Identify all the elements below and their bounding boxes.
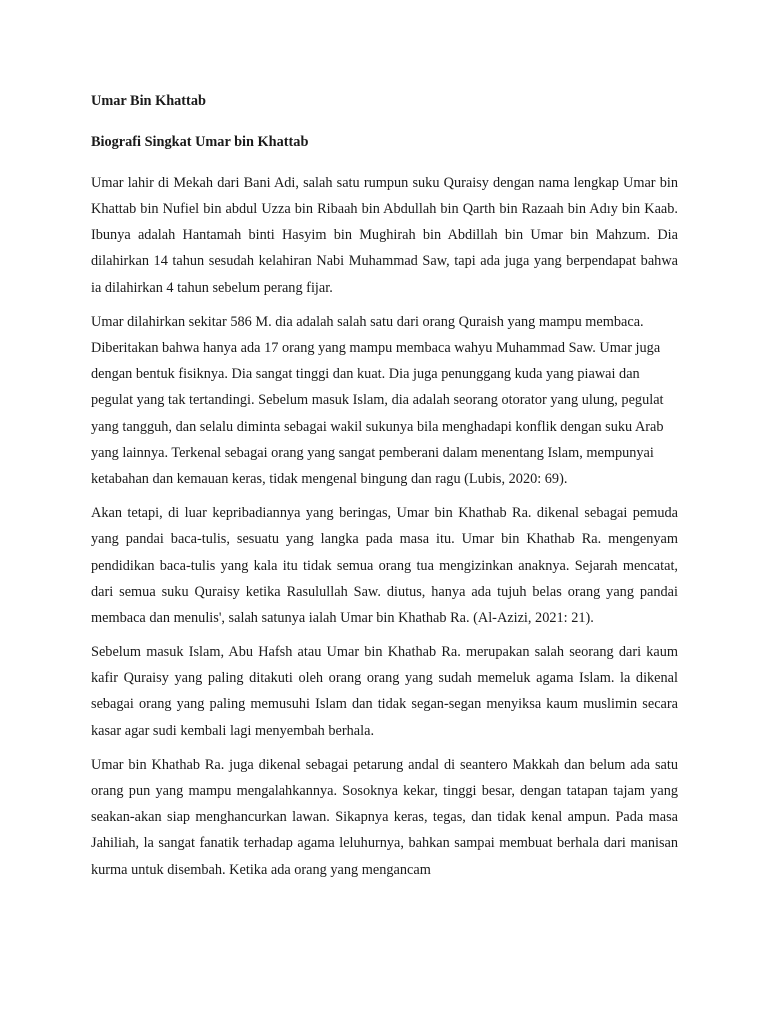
- document-subtitle: Biografi Singkat Umar bin Khattab: [91, 134, 309, 151]
- document-page: [91, 88, 678, 891]
- paragraph: Umar lahir di Mekah dari Bani Adi, salah satu rumpun suku Quraisy dengan nama lengkap Umar bin Khattab bin Nufiel bin abdul Uzza bin Ribaah bin Abdullah bin Qarth bin Razaah bin Adıy bin Kaab. Ibunya adalah Hantamah binti Hasyim bin Mughirah bin Abdillah bin Umar bin Mahzum. Dia dilahirkan 14 tahun sesudah kelahiran Nabi Muhammad Saw, tapi ada juga yang berpendapat bahwa ia dilahirkan 4 tahun sebelum perang fijar.: [91, 175, 678, 296]
- paragraph: Umar dilahirkan sekitar 586 M. dia adalah salah satu dari orang Quraish yang mampu membaca. Diberitakan bahwa hanya ada 17 orang yang mampu membaca wahyu Muhammad Saw. Umar juga dengan bentuk fisiknya. Dia sangat tinggi dan kuat. Dia juga penunggang kuda yang piawai dan pegulat yang tak tertandingi. Sebelum masuk Islam, dia adalah seorang otorator yang ulung, pegulat yang tangguh, dan selalu diminta sebagai wakil sukunya bila menghadapi konflik dengan suku Arab yang lainnya. Terkenal sebagai orang yang sangat pemberani dalam menentang Islam, mempunyai ketabahan dan kemauan keras, tidak mengenal bingung dan ragu (Lubis, 2020: 69).: [91, 314, 664, 487]
- paragraph: Sebelum masuk Islam, Abu Hafsh atau Umar bin Khathab Ra. merupakan salah seorang dari kaum kafir Quraisy yang paling ditakuti oleh orang orang yang sudah memeluk agama Islam. la dikenal sebagai orang yang paling memusuhi Islam dan tidak segan-segan menyiksa kaum muslimin secara kasar agar sudi kembali lagi menyembah berhala.: [91, 644, 678, 739]
- paragraph: Umar bin Khathab Ra. juga dikenal sebagai petarung andal di seantero Makkah dan belum ada satu orang pun yang mampu mengalahkannya. Sosoknya kekar, tinggi besar, dengan tatapan tajam yang seakan-akan siap menghancurkan lawan. Sikapnya keras, tegas, dan tidak kenal ampun. Pada masa Jahiliah, la sangat fanatik terhadap agama leluhurnya, bahkan sampai membuat berhala dari manisan kurma untuk disembah. Ketika ada orang yang mengancam: [91, 757, 678, 878]
- paragraph: Akan tetapi, di luar kepribadiannya yang beringas, Umar bin Khathab Ra. dikenal sebagai pemuda yang pandai baca-tulis, sesuatu yang langka pada masa itu. Umar bin Khathab Ra. mengenyam pendidikan baca-tulis yang kala itu tidak semua orang tua mengizinkan anaknya. Sejarah mencatat, dari semua suku Quraisy ketika Rasulullah Saw. diutus, hanya ada tujuh belas orang yang pandai membaca dan menulis', salah satunya ialah Umar bin Khathab Ra. (Al-Azizi, 2021: 21).: [91, 505, 678, 626]
- document-title: Umar Bin Khattab: [91, 93, 206, 109]
